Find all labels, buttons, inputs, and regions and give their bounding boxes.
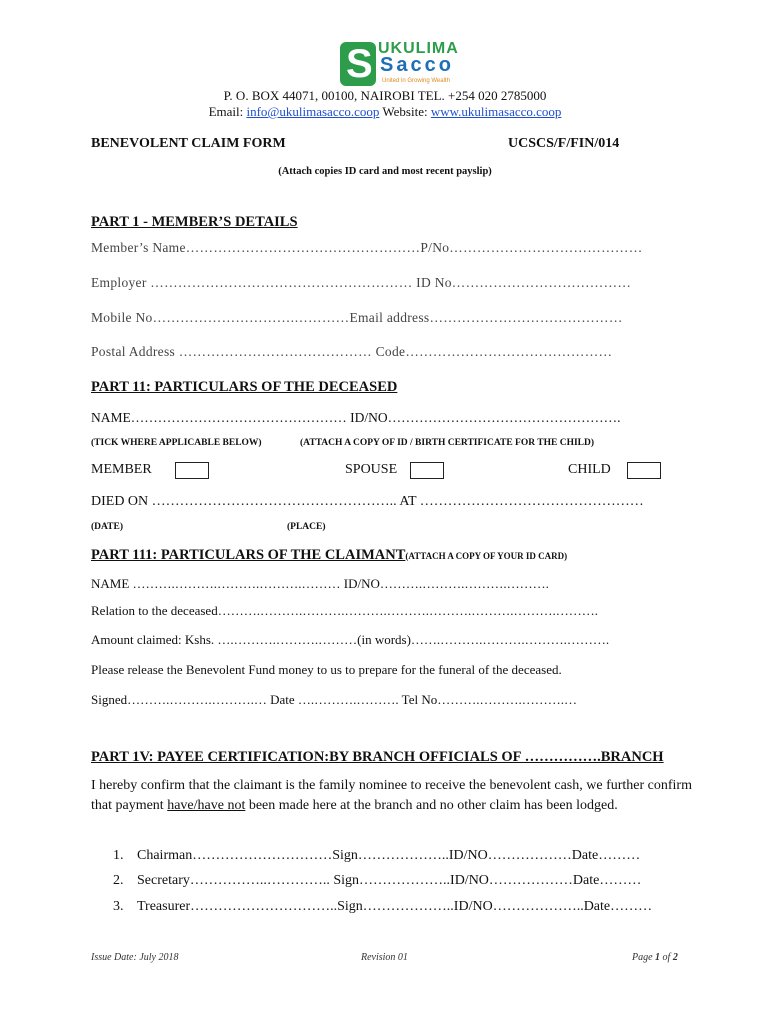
issue-date: Issue Date: July 2018: [91, 952, 179, 963]
mobile-email-field[interactable]: Mobile No………………………….…………Email address……………………………………: [91, 310, 623, 325]
child-attach-note: (ATTACH A COPY OF ID / BIRTH CERTIFICATE FOR THE CHILD): [300, 438, 595, 448]
list-number: 1.: [113, 848, 124, 863]
part3-heading-note: (ATTACH A COPY OF YOUR ID CARD): [405, 551, 568, 561]
deceased-name-field[interactable]: NAME………………………………………… ID/NO…………………………………………….: [91, 410, 621, 425]
logo-name-bottom: Sacco: [380, 54, 454, 76]
child-label: CHILD: [568, 462, 611, 477]
email-link[interactable]: info@ukulimasacco.coop: [246, 104, 380, 119]
logo-name-top: UKULIMA: [378, 40, 459, 57]
sacco-logo: [340, 40, 465, 88]
spouse-label: SPOUSE: [345, 462, 398, 477]
website-link[interactable]: www.ukulimasacco.coop: [430, 104, 562, 119]
have-have-not-text: have/have not: [167, 798, 246, 813]
official-row-treasurer[interactable]: [113, 899, 652, 915]
member-label: MEMBER: [91, 462, 152, 477]
email-label: Email:: [208, 104, 247, 119]
date-label: (DATE): [91, 522, 124, 532]
certification-text-b: been made here at the branch and no other claim has been lodged.: [245, 798, 618, 813]
employer-field[interactable]: Employer ………………………………………………… ID No…………………………………: [91, 275, 632, 290]
relation-field[interactable]: Relation to the deceased……….……….……….……….……….……….……….……….……….: [91, 603, 598, 618]
page-number: Page 1 of 2: [632, 952, 678, 963]
certification-paragraph: [91, 776, 711, 816]
form-title: BENEVOLENT CLAIM FORM: [91, 136, 286, 151]
place-label: (PLACE): [287, 522, 326, 532]
list-item-text: Secretary……………..………….. Sign………………..ID/NO………………Date………: [137, 873, 642, 888]
logo-tagline: United in Growing Wealth: [382, 78, 450, 84]
part3-heading-row: [91, 546, 567, 564]
amount-claimed-field[interactable]: Amount claimed: Kshs. ….……….……….………(in words)…….……….……….……….……….: [91, 632, 610, 647]
part3-heading: PART 111: PARTICULARS OF THE CLAIMANT: [91, 547, 406, 563]
signed-date-tel-field[interactable]: Signed……….……….……….… Date ….……….………. Tel No……….……….……….…: [91, 692, 577, 707]
part1-heading: PART 1 - MEMBER’S DETAILS: [91, 214, 298, 230]
list-item-text: Treasurer…………………………..Sign………………..ID/NO………………..Date………: [137, 899, 653, 914]
list-item-text: Chairman…………………………Sign………………..ID/NO………………Date………: [137, 848, 641, 863]
tick-note: (TICK WHERE APPLICABLE BELOW): [91, 438, 262, 448]
attach-note: (Attach copies ID card and most recent payslip): [278, 166, 492, 177]
list-number: 3.: [113, 899, 124, 914]
spouse-checkbox[interactable]: [410, 462, 444, 479]
child-checkbox[interactable]: [627, 462, 661, 479]
certification-text-a: I hereby confirm that the claimant is the family nominee to receive the benevolent cash, we further confirm that payment: [91, 778, 692, 813]
official-row-chairman[interactable]: [113, 848, 640, 864]
contact-line: [0, 104, 770, 120]
member-name-field[interactable]: Member’s Name……………………………………………P/No……………………………………: [91, 240, 643, 255]
claimant-name-field[interactable]: NAME ……….……….……….……….……… ID/NO……….……….……….……….: [91, 576, 549, 591]
postal-address-field[interactable]: Postal Address …………………………………… Code………………………………………: [91, 344, 613, 359]
website-label: Website:: [379, 104, 431, 119]
logo-badge: S: [340, 42, 376, 86]
died-on-field[interactable]: DIED ON …………………………………………….. AT …………………………………………: [91, 494, 644, 509]
list-number: 2.: [113, 873, 124, 888]
release-statement: Please release the Benevolent Fund money to us to prepare for the funeral of the deceased.: [91, 662, 562, 677]
member-checkbox[interactable]: [175, 462, 209, 479]
part4-heading: PART 1V: PAYEE CERTIFICATION:BY BRANCH OFFICIALS OF …………….BRANCH: [91, 749, 664, 765]
form-code: UCSCS/F/FIN/014: [508, 136, 620, 151]
address-line: P. O. BOX 44071, 00100, NAIROBI TEL. +254 020 2785000: [223, 88, 547, 103]
revision: Revision 01: [361, 952, 408, 963]
official-row-secretary[interactable]: [113, 873, 641, 889]
part2-heading: PART 11: PARTICULARS OF THE DECEASED: [91, 379, 398, 395]
